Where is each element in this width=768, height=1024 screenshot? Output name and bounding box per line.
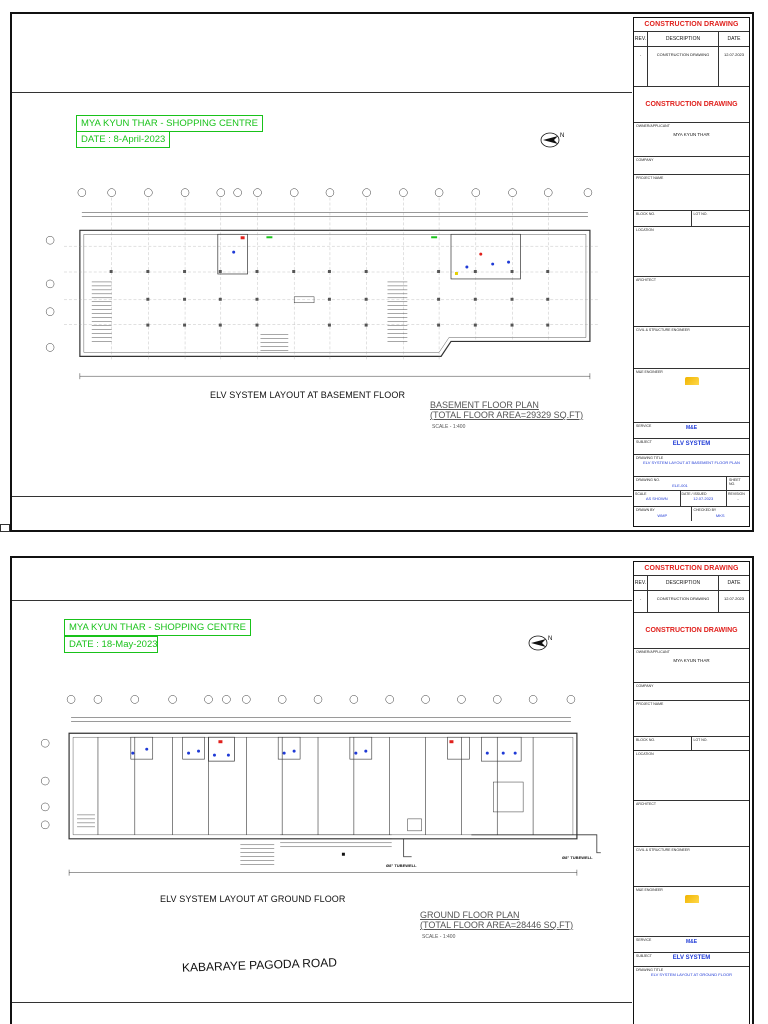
mep-engineer-cell — [634, 369, 749, 423]
status-title: CONSTRUCTION DRAWING — [634, 87, 749, 123]
drawing-no-label: DRAWING NO. — [636, 478, 660, 482]
description-value: CONSTRUCTION DRAWING — [648, 47, 719, 86]
service-value: M&E — [685, 425, 698, 431]
company-logo-icon — [685, 895, 699, 903]
location-label: LOCATION — [636, 752, 654, 756]
project-name-label: PROJECT NAME — [636, 702, 664, 706]
drawing-title-value: ELV SYSTEM LAYOUT AT GROUND FLOOR — [651, 972, 732, 977]
civil-engineer-cell — [634, 847, 749, 887]
owner-value: MYA KYUN THAR — [673, 658, 710, 663]
description-value: CONSTRUCTION DRAWING — [648, 591, 719, 612]
location-cell — [634, 751, 749, 801]
lot-no-label: LOT NO. — [693, 212, 708, 216]
location-cell — [634, 227, 749, 277]
mep-engineer-cell — [634, 887, 749, 937]
project-name-cell — [634, 175, 749, 211]
checked-by-label: CHECKED BY — [693, 508, 717, 512]
block-no-label: BLOCK NO. — [636, 738, 656, 742]
drawing-title-cell — [634, 967, 749, 991]
architect-cell — [634, 801, 749, 847]
floor-area-title — [420, 910, 573, 930]
floor-area: (TOTAL FLOOR AREA=29329 SQ.FT) — [430, 410, 584, 420]
subject-cell — [634, 439, 749, 455]
block-lot-row — [634, 737, 749, 751]
status-title: CONSTRUCTION DRAWING — [634, 613, 749, 649]
company-cell — [634, 683, 749, 701]
scale-label: SCALE - 1:400 — [432, 424, 466, 430]
drawing-no-value: ELE-001 — [672, 483, 688, 488]
lot-no-label: LOT NO. — [693, 738, 708, 742]
civil-engineer-cell — [634, 327, 749, 369]
drawing-title-label: DRAWING TITLE — [636, 456, 664, 460]
rev-column: REV. — [634, 576, 648, 590]
date-value: 12.07.2023 — [723, 596, 745, 601]
scale-label-tb: SCALE — [635, 492, 647, 496]
plan-title: ELV SYSTEM LAYOUT AT GROUND FLOOR — [160, 894, 346, 904]
drawing-sheet-basement — [10, 12, 754, 532]
subject-value: ELV SYSTEM — [672, 441, 711, 447]
drawn-by-value: WMP — [657, 513, 668, 518]
location-label: LOCATION — [636, 228, 654, 232]
revision-header-row — [634, 576, 749, 591]
project-label: MYA KYUN THAR - SHOPPING CENTRE — [76, 115, 263, 132]
project-name-label: PROJECT NAME — [636, 176, 664, 180]
service-label: SERVICE — [636, 938, 652, 942]
architect-label: ARCHITECT — [636, 802, 657, 806]
drawing-title-label: DRAWING TITLE — [636, 968, 664, 972]
owner-cell — [634, 649, 749, 683]
subject-value: ELV SYSTEM — [672, 955, 711, 961]
project-label: MYA KYUN THAR - SHOPPING CENTRE — [64, 619, 251, 636]
date-label: DATE : 18-May-2023 — [64, 636, 158, 653]
checked-by-value: MKS — [715, 513, 725, 518]
svg-text:N: N — [548, 636, 553, 642]
scale-label: SCALE - 1:400 — [422, 934, 456, 940]
floor-plan-name: BASEMENT FLOOR PLAN — [430, 400, 539, 410]
drawing-sheet-ground — [10, 556, 754, 1024]
service-value: M&E — [685, 939, 698, 945]
subject-label: SUBJECT — [636, 954, 652, 958]
company-cell — [634, 157, 749, 175]
owner-cell — [634, 123, 749, 157]
ground-floor-plan-drawing — [12, 558, 632, 1024]
owner-label: OWNER/APPLICANT — [636, 650, 670, 654]
title-block-header: CONSTRUCTION DRAWING — [634, 562, 749, 576]
revision-header-row — [634, 32, 749, 47]
service-label: SERVICE — [636, 424, 652, 428]
road-label: KABARAYE PAGODA ROAD — [181, 955, 338, 975]
sheet-no-label: SHEET NO. — [729, 478, 741, 486]
basement-floor-plan-drawing — [12, 14, 632, 530]
date-column: DATE — [727, 580, 741, 586]
date-column: DATE — [727, 36, 741, 42]
owner-label: OWNER/APPLICANT — [636, 124, 670, 128]
drawing-title-value: ELV SYSTEM LAYOUT AT BASEMENT FLOOR PLAN — [643, 460, 740, 465]
drawing-title-cell — [634, 455, 749, 477]
scale-row — [634, 491, 749, 507]
date-issued-value: 12.07.2023 — [693, 496, 714, 501]
subject-label: SUBJECT — [636, 440, 652, 444]
service-cell — [634, 937, 749, 953]
floor-area: (TOTAL FLOOR AREA=28446 SQ.FT) — [420, 920, 574, 930]
architect-label: ARCHITECT — [636, 278, 657, 282]
svg-text:N: N — [560, 133, 565, 139]
revision-row — [634, 591, 749, 613]
date-issued-label: DATE / ISSUED — [681, 492, 707, 496]
description-column: DESCRIPTION — [648, 576, 719, 590]
subject-cell — [634, 953, 749, 967]
drawn-checked-row — [634, 507, 749, 521]
title-block-header: CONSTRUCTION DRAWING — [634, 18, 749, 32]
block-lot-row — [634, 211, 749, 227]
mep-engineer-label: M&E ENGINEER — [636, 370, 663, 374]
rev-value: - — [634, 591, 648, 612]
scale-value: AS SHOWN — [645, 496, 668, 501]
architect-cell — [634, 277, 749, 327]
project-name-cell — [634, 701, 749, 737]
revision-label: REVISION — [728, 492, 745, 496]
rev-value: - — [634, 47, 648, 86]
tubewell-label-1: Ø8" TUBEWELL — [386, 863, 417, 868]
civil-engineer-label: CIVIL & STRUCTURE ENGINEER — [636, 328, 690, 332]
floor-plan-name: GROUND FLOOR PLAN — [420, 910, 520, 920]
title-block — [633, 561, 750, 1024]
service-cell — [634, 423, 749, 439]
mep-engineer-label: M&E ENGINEER — [636, 888, 663, 892]
civil-engineer-label: CIVIL & STRUCTURE ENGINEER — [636, 848, 690, 852]
description-column: DESCRIPTION — [648, 32, 719, 46]
revision-value: - — [737, 496, 739, 501]
page-corner-tag — [0, 524, 10, 532]
company-label: COMPANY — [636, 684, 654, 688]
company-logo-icon — [685, 377, 699, 385]
date-label: DATE : 8-April-2023 — [76, 131, 170, 148]
tubewell-label-2: Ø8" TUBEWELL — [562, 855, 593, 860]
drawn-by-label: DRAWN BY — [636, 508, 655, 512]
company-label: COMPANY — [636, 158, 654, 162]
rev-column: REV. — [634, 32, 648, 46]
block-no-label: BLOCK NO. — [636, 212, 656, 216]
date-value: 12.07.2023 — [723, 52, 745, 57]
drawing-no-row — [634, 477, 749, 491]
plan-title: ELV SYSTEM LAYOUT AT BASEMENT FLOOR — [210, 390, 406, 400]
title-block — [633, 17, 750, 527]
revision-row — [634, 47, 749, 87]
owner-value: MYA KYUN THAR — [673, 132, 710, 137]
floor-area-title — [430, 400, 583, 420]
